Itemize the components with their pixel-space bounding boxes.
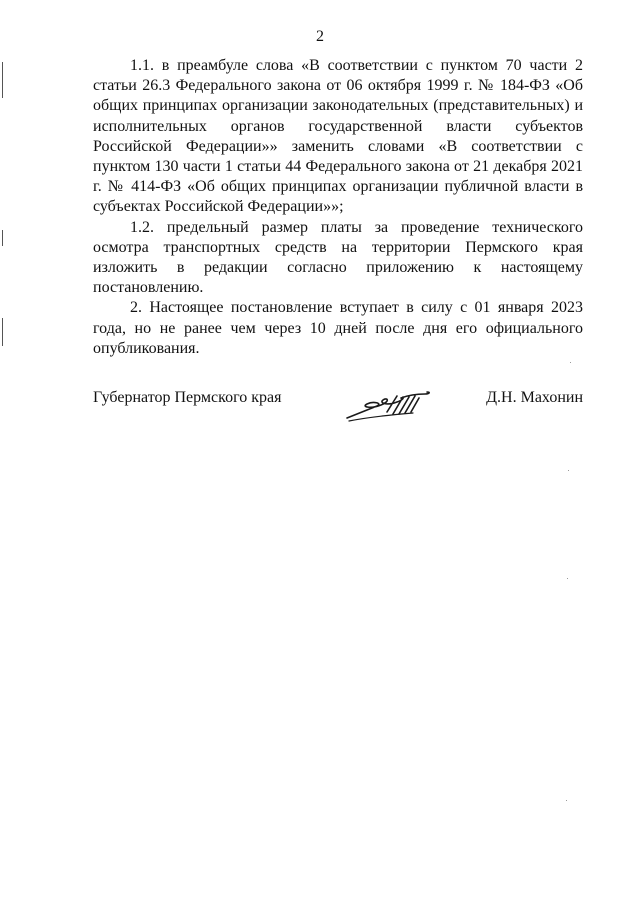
scan-dot [570, 362, 571, 363]
signatory-title: Губернатор Пермского края [93, 389, 282, 406]
paragraph-1-2: 1.2. предельный размер платы за проведение технического осмотра транспортных средств на территории Пермского края изложить в редакции согласно приложению к настоящему постановлению. [93, 218, 583, 297]
document-body [93, 56, 583, 359]
scan-edge-mark [2, 318, 3, 346]
signatory-name: Д.Н. Махонин [486, 389, 583, 406]
scan-edge-mark [2, 230, 3, 246]
scan-dot [567, 578, 568, 579]
paragraph-1-1: 1.1. в преамбуле слова «В соответствии с пунктом 70 части 2 статьи 26.3 Федерального закона от 06 октября 1999 г. № 184-ФЗ «Об общих принципах организации законодательных (представительных) и исполнительных органов государственной власти субъектов Российской Федерации»» заменить словами «В соответствии с пунктом 130 части 1 статьи 44 Федерального закона от 21 декабря 2021 г. № 414-ФЗ «Об общих принципах организации публичной власти в субъектах Российской Федерации»»; [93, 57, 583, 216]
scan-dot [568, 470, 569, 471]
page-number: 2 [316, 28, 324, 45]
signature-block [93, 384, 583, 424]
scan-edge-mark [2, 62, 3, 98]
paragraph-2: 2. Настоящее постановление вступает в силу с 01 января 2023 года, но не ранее чем через 10 дней после дня его официального опубликования. [93, 299, 583, 357]
scan-dot [566, 800, 567, 801]
handwritten-signature [343, 384, 438, 424]
